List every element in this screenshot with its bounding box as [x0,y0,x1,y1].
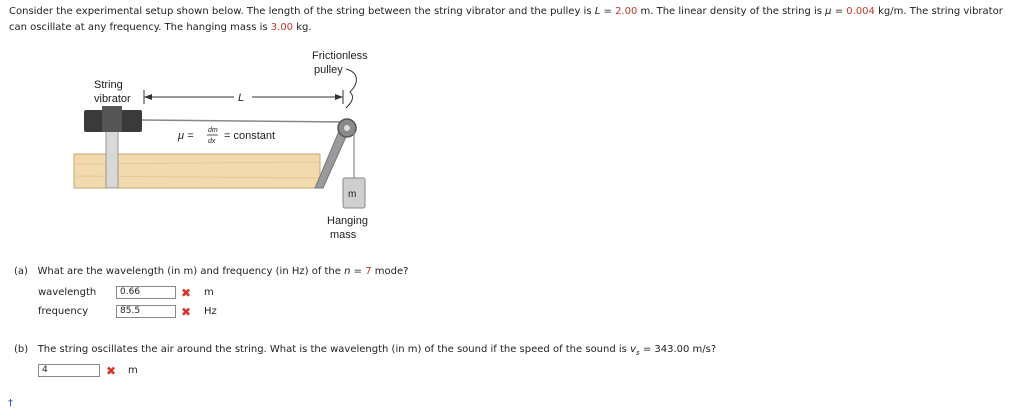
svg-text:L: L [238,92,245,104]
svg-text:String: String [94,79,123,91]
svg-text:pulley: pulley [314,64,343,76]
svg-text:dx: dx [208,138,216,145]
incorrect-icon: ✖ [181,286,192,300]
problem-statement: Consider the experimental setup shown below. The length of the string between the string vibrator and the pulley is L = 2.00 m. The linear density of the string is μ = 0.004 kg/m. The string vibrator can oscillate at any frequency. The hanging mass is 3.00 kg. [9,6,1003,33]
length-value: 2.00 [615,6,638,17]
svg-text:Hanging: Hanging [327,215,368,227]
experimental-setup-diagram [60,42,400,252]
svg-text:Frictionless: Frictionless [312,50,368,62]
incorrect-icon: ✖ [106,364,117,378]
sound-wavelength-input[interactable]: 4 [38,364,100,377]
svg-text:mass: mass [330,229,357,241]
incorrect-icon: ✖ [181,305,192,319]
footnote-link[interactable]: † [8,398,13,409]
vibrator-post [106,130,118,188]
svg-text:μ =: μ = [178,130,194,142]
frequency-input[interactable]: 85.5 [116,305,176,318]
frequency-label: frequency [38,306,89,317]
wavelength-unit: m [204,287,214,298]
frequency-unit: Hz [204,306,217,317]
string [142,120,347,122]
svg-text:= constant: = constant [224,130,276,142]
linear-density-value: 0.004 [846,6,875,17]
svg-text:dm: dm [208,127,218,134]
svg-text:vibrator: vibrator [94,93,131,105]
part-a-question: (a) What are the wavelength (in m) and frequency (in Hz) of the n = 7 mode? [14,266,409,277]
mass-value: 3.00 [270,22,294,33]
wavelength-input[interactable]: 0.66 [116,286,176,299]
sound-wavelength-unit: m [128,365,138,376]
part-b-question: (b) The string oscillates the air around the string. What is the wavelength (in m) of the sound if the speed of the sound is $v_s = 343.00$ m/s? [14,344,717,357]
wavelength-label: wavelength [38,287,97,298]
svg-text:m: m [348,189,357,200]
